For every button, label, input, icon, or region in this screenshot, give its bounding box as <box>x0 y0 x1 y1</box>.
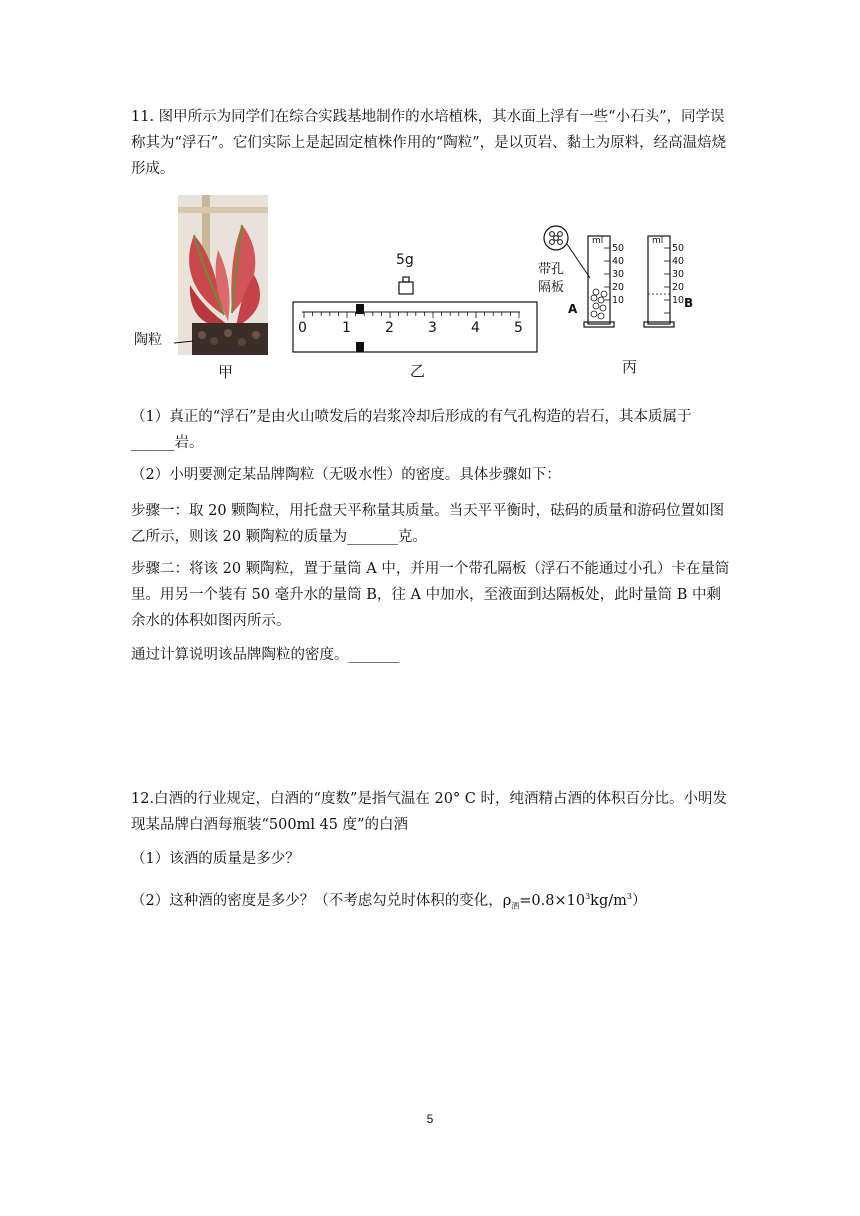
scale-labels-a <box>612 242 624 307</box>
q11-part1: （1）真正的“浮石”是由火山喷发后的岩浆冷却后形成的有气孔构造的岩石，其本质属于______岩。 <box>131 409 692 451</box>
scale-value: 40 <box>672 256 685 267</box>
tick-label: 5 <box>514 320 523 336</box>
q12-part2-text: （2）这种酒的密度是多少？（不考虑勾兑时体积的变化，ρ <box>131 892 512 909</box>
cylinder-b <box>648 236 670 324</box>
cylinder-b-label: B <box>684 296 694 310</box>
caption-yi: 乙 <box>410 362 426 380</box>
q11-intro: 11. 图甲所示为同学们在综合实践基地制作的水培植株，其水面上浮有一些“小石头”，同学误称其为“浮石”。它们实际上是起固定植株作用的“陶粒”，是以页岩、黏土为原料，经高温焙烧形成。 <box>131 109 727 177</box>
scale-value: 30 <box>612 269 625 280</box>
plate-label-1: 带孔 <box>538 262 565 277</box>
page-number: 5 <box>426 1112 434 1126</box>
scale-value: 40 <box>612 256 625 267</box>
tick-label: 1 <box>342 320 351 336</box>
tick-label: 3 <box>428 320 437 336</box>
plate-icon <box>544 226 568 250</box>
unit-label-b: ml <box>652 236 664 246</box>
plant-photo <box>132 195 272 385</box>
cylinders-diagram <box>538 218 718 338</box>
weight-icon <box>399 282 413 294</box>
scale-value: 10 <box>672 295 685 306</box>
figure-yi <box>290 250 540 380</box>
scale-value: 50 <box>612 243 625 254</box>
q11-step1: 步骤一：取 20 颗陶粒，用托盘天平称量其质量。当天平平衡时，砝码的质量和游码位置如图乙所示，则该 20 颗陶粒的质量为_______克。 <box>131 503 725 545</box>
tick-label: 0 <box>298 320 307 336</box>
caption-bing: 丙 <box>622 358 638 376</box>
unit-exponent: 3 <box>626 892 632 901</box>
figure-jia <box>132 195 272 385</box>
pellet-label: 陶粒 <box>134 332 162 348</box>
figure-bing <box>538 218 718 378</box>
q12-part2 <box>131 884 731 920</box>
q12-part2-value: =0.8×10 <box>519 892 586 909</box>
rider-bottom <box>356 342 364 352</box>
q12-part2-close: ） <box>631 892 647 909</box>
unit-label-a: ml <box>592 236 604 246</box>
cylinder-a <box>588 236 610 324</box>
rho-subscript: 酒 <box>511 901 520 911</box>
q12-part2-unit: kg/m <box>590 892 627 909</box>
ruler-bar <box>293 302 537 352</box>
cylinder-a-label: A <box>568 302 578 316</box>
q12-part1: （1）该酒的质量是多少？ <box>131 851 300 867</box>
scale-value: 20 <box>672 282 685 293</box>
scale-labels-b <box>672 242 684 307</box>
tick-label: 4 <box>471 320 480 336</box>
q11-step2: 步骤二：将该 20 颗陶粒，置于量筒 A 中，并用一个带孔隔板（浮石不能通过小孔）卡在量筒里。用另一个装有 50 毫升水的量筒 B，往 A 中加水，至液面到达隔板处，此时量筒 B 中剩余水的体积如图丙所示。 <box>131 561 730 629</box>
q12-intro: 12.白酒的行业规定，白酒的“度数”是指气温在 20° C 时，纯酒精占酒的体积百分比。小明发现某品牌白酒每瓶装“500ml 45 度”的白酒 <box>131 791 728 833</box>
weight-label: 5g <box>396 252 414 268</box>
scale-value: 30 <box>672 269 685 280</box>
caption-jia: 甲 <box>218 363 234 381</box>
exponent: 3 <box>585 892 591 901</box>
plate-label-2: 隔板 <box>538 280 565 295</box>
rider-top <box>356 304 364 314</box>
scale-value: 10 <box>612 295 625 306</box>
scale-diagram <box>290 250 540 360</box>
q11-calc: 通过计算说明该品牌陶粒的密度。_______ <box>131 647 400 663</box>
tick-label: 2 <box>385 320 394 336</box>
scale-value: 50 <box>672 243 685 254</box>
scale-value: 20 <box>612 282 625 293</box>
q11-part2: （2）小明要测定某品牌陶粒（无吸水性）的密度。具体步骤如下： <box>131 467 561 483</box>
